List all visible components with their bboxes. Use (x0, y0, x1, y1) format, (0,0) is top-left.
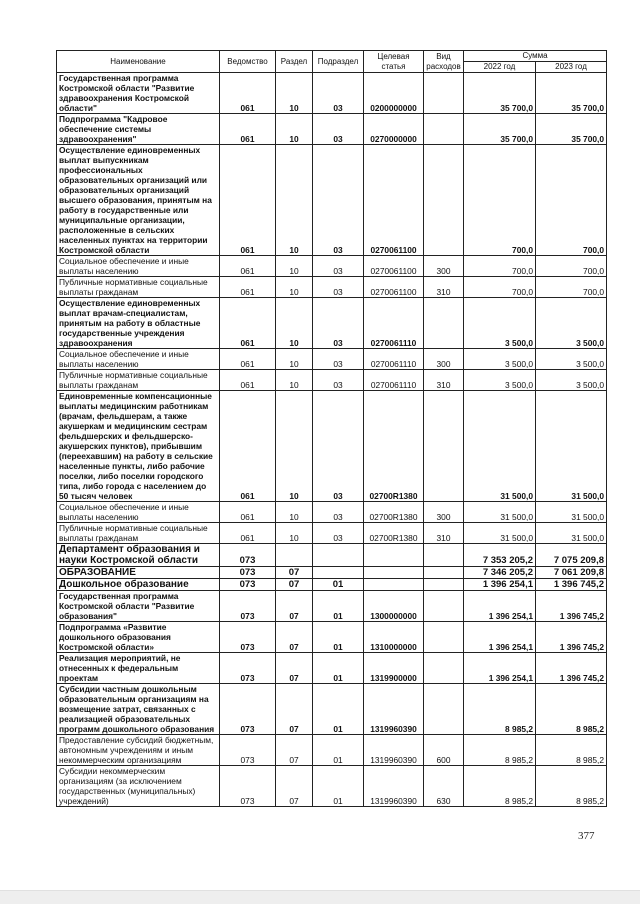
table-cell-2022: 7 346 205,2 (464, 567, 536, 579)
table-cell-exp-type (424, 684, 464, 735)
table-cell-exp-type (424, 579, 464, 591)
table-cell-2022: 31 500,0 (464, 523, 536, 544)
table-cell-target: 0270061100 (364, 277, 424, 298)
header-subsection: Подраздел (313, 51, 364, 73)
table-cell-section: 10 (276, 277, 313, 298)
table-cell-2023: 35 700,0 (536, 114, 607, 145)
table-cell-target: 0270061110 (364, 349, 424, 370)
table-cell-target: 02700R1380 (364, 523, 424, 544)
table-row (57, 502, 607, 523)
table-cell-dept: 061 (220, 349, 276, 370)
table-row (57, 653, 607, 684)
table-cell-subsection: 03 (313, 370, 364, 391)
table-cell-exp-type: 310 (424, 370, 464, 391)
header-name: Наименование (57, 51, 220, 73)
table-row (57, 766, 607, 807)
table-row (57, 370, 607, 391)
header-section: Раздел (276, 51, 313, 73)
table-cell-name: Реализация мероприятий, не отнесенных к федеральным проектам (57, 653, 220, 684)
table-cell-section (276, 544, 313, 567)
table-cell-name: Осуществление единовременных выплат выпускникам профессиональных образовательных организаций или образовательных организаций высшего образования, принятым на работу в государственные или муниципальные организации, расположенные в сельских населенных пунктах на территории Костромской области (57, 145, 220, 256)
table-cell-section: 10 (276, 391, 313, 502)
table-row (57, 579, 607, 591)
table-cell-subsection: 01 (313, 735, 364, 766)
table-row (57, 145, 607, 256)
table-cell-2023: 35 700,0 (536, 73, 607, 114)
table-cell-2023: 8 985,2 (536, 735, 607, 766)
table-cell-name: Публичные нормативные социальные выплаты гражданам (57, 277, 220, 298)
table-cell-target: 1319900000 (364, 653, 424, 684)
table-cell-exp-type: 600 (424, 735, 464, 766)
table-cell-name: Субсидии некоммерческим организациям (за исключением государственных (муниципальных) учреждений) (57, 766, 220, 807)
table-row (57, 523, 607, 544)
table-cell-exp-type (424, 544, 464, 567)
table-cell-section: 10 (276, 298, 313, 349)
table-cell-dept: 073 (220, 735, 276, 766)
table-cell-target: 0270000000 (364, 114, 424, 145)
table-cell-dept: 073 (220, 567, 276, 579)
table-row (57, 73, 607, 114)
table-cell-name: Социальное обеспечение и иные выплаты населению (57, 256, 220, 277)
table-cell-target: 0270061100 (364, 256, 424, 277)
table-cell-2022: 31 500,0 (464, 502, 536, 523)
table-cell-2022: 31 500,0 (464, 391, 536, 502)
table-cell-target: 1319960390 (364, 735, 424, 766)
table-cell-2023: 7 075 209,8 (536, 544, 607, 567)
table-cell-name: ОБРАЗОВАНИЕ (57, 567, 220, 579)
table-cell-section: 10 (276, 523, 313, 544)
table-cell-target: 1319960390 (364, 766, 424, 807)
table-cell-section: 10 (276, 114, 313, 145)
table-cell-2022: 8 985,2 (464, 684, 536, 735)
table-cell-exp-type (424, 653, 464, 684)
table-cell-section: 07 (276, 684, 313, 735)
table-row (57, 567, 607, 579)
table-cell-name: Подпрограмма «Развитие дошкольного образования Костромской области» (57, 622, 220, 653)
table-cell-section: 07 (276, 766, 313, 807)
table-cell-exp-type (424, 622, 464, 653)
table-cell-dept: 061 (220, 145, 276, 256)
table-cell-exp-type (424, 567, 464, 579)
table-cell-dept: 073 (220, 766, 276, 807)
table-cell-target (364, 579, 424, 591)
table-cell-name: Государственная программа Костромской области "Развитие образования" (57, 591, 220, 622)
table-cell-2023: 31 500,0 (536, 523, 607, 544)
scan-bottom-edge (0, 890, 640, 904)
table-cell-2022: 1 396 254,1 (464, 591, 536, 622)
table-cell-dept: 061 (220, 298, 276, 349)
table-cell-name: Государственная программа Костромской области "Развитие здравоохранения Костромской области" (57, 73, 220, 114)
header-year-2023: 2023 год (536, 62, 607, 73)
table-cell-dept: 061 (220, 502, 276, 523)
table-cell-2023: 1 396 745,2 (536, 653, 607, 684)
table-cell-section: 10 (276, 256, 313, 277)
table-cell-dept: 073 (220, 544, 276, 567)
table-cell-subsection: 01 (313, 622, 364, 653)
table-cell-dept: 073 (220, 579, 276, 591)
table-cell-2022: 7 353 205,2 (464, 544, 536, 567)
table-cell-2023: 7 061 209,8 (536, 567, 607, 579)
table-cell-2022: 1 396 254,1 (464, 622, 536, 653)
table-cell-2022: 1 396 254,1 (464, 579, 536, 591)
table-cell-2022: 700,0 (464, 277, 536, 298)
table-row (57, 544, 607, 567)
table-cell-2023: 1 396 745,2 (536, 579, 607, 591)
table-cell-subsection: 03 (313, 145, 364, 256)
table-row (57, 298, 607, 349)
table-cell-subsection: 03 (313, 277, 364, 298)
table-cell-name: Социальное обеспечение и иные выплаты населению (57, 349, 220, 370)
table-cell-subsection (313, 544, 364, 567)
table-cell-2023: 700,0 (536, 256, 607, 277)
table-cell-2023: 3 500,0 (536, 298, 607, 349)
table-cell-exp-type: 300 (424, 256, 464, 277)
table-cell-2022: 700,0 (464, 145, 536, 256)
table-cell-2023: 31 500,0 (536, 502, 607, 523)
table-cell-target: 1300000000 (364, 591, 424, 622)
header-sum: Сумма (464, 51, 607, 62)
table-cell-dept: 073 (220, 653, 276, 684)
table-cell-exp-type: 300 (424, 502, 464, 523)
table-cell-subsection: 03 (313, 298, 364, 349)
table-cell-exp-type (424, 73, 464, 114)
table-cell-name: Социальное обеспечение и иные выплаты населению (57, 502, 220, 523)
table-cell-target: 0270061110 (364, 370, 424, 391)
table-row (57, 391, 607, 502)
table-cell-subsection: 03 (313, 523, 364, 544)
table-cell-subsection: 01 (313, 684, 364, 735)
header-dept: Ведомство (220, 51, 276, 73)
table-cell-section: 07 (276, 653, 313, 684)
table-cell-2023: 1 396 745,2 (536, 591, 607, 622)
table-cell-exp-type (424, 591, 464, 622)
table-cell-dept: 073 (220, 622, 276, 653)
table-cell-2023: 8 985,2 (536, 684, 607, 735)
table-cell-subsection: 03 (313, 502, 364, 523)
header-year-2022: 2022 год (464, 62, 536, 73)
table-row (57, 622, 607, 653)
table-cell-section: 10 (276, 73, 313, 114)
table-row (57, 114, 607, 145)
table-cell-name: Дошкольное образование (57, 579, 220, 591)
table-row (57, 591, 607, 622)
table-cell-2022: 8 985,2 (464, 766, 536, 807)
table-cell-target: 0200000000 (364, 73, 424, 114)
table-cell-name: Публичные нормативные социальные выплаты гражданам (57, 370, 220, 391)
table-cell-subsection: 03 (313, 391, 364, 502)
table-cell-section: 07 (276, 579, 313, 591)
table-cell-name: Единовременные компенсационные выплаты медицинским работникам (врачам, фельдшерам, а также акушеркам и медицинским сестрам фельдшерских и фельдшерско-акушерских пунктов), прибывшим (переехавшим) на работу в сельские населенные пункты, либо рабочие поселки, либо поселки городского типа, либо города с населением до 50 тысяч человек (57, 391, 220, 502)
table-cell-section: 07 (276, 591, 313, 622)
table-cell-dept: 061 (220, 256, 276, 277)
table-cell-exp-type (424, 298, 464, 349)
table-cell-section: 07 (276, 735, 313, 766)
table-cell-dept: 073 (220, 591, 276, 622)
table-cell-subsection: 03 (313, 73, 364, 114)
table-cell-target: 0270061110 (364, 298, 424, 349)
table-cell-2022: 35 700,0 (464, 73, 536, 114)
table-cell-subsection: 01 (313, 653, 364, 684)
table-cell-name: Субсидии частным дошкольным образовательным организациям на возмещение затрат, связанных с реализацией образовательных программ дошкольного образования (57, 684, 220, 735)
table-row (57, 684, 607, 735)
table-cell-dept: 061 (220, 523, 276, 544)
table-cell-2023: 3 500,0 (536, 349, 607, 370)
table-cell-exp-type: 310 (424, 523, 464, 544)
table-cell-2022: 3 500,0 (464, 370, 536, 391)
table-cell-2023: 31 500,0 (536, 391, 607, 502)
header-target: Целевая статья (364, 51, 424, 73)
table-cell-dept: 061 (220, 114, 276, 145)
table-cell-2022: 3 500,0 (464, 298, 536, 349)
table-cell-subsection: 03 (313, 114, 364, 145)
table-cell-subsection: 03 (313, 349, 364, 370)
table-cell-2023: 8 985,2 (536, 766, 607, 807)
table-cell-2023: 1 396 745,2 (536, 622, 607, 653)
table-cell-name: Осуществление единовременных выплат врачам-специалистам, принятым на работу в областные государственные учреждения здравоохранения (57, 298, 220, 349)
table-cell-exp-type: 310 (424, 277, 464, 298)
table-cell-dept: 073 (220, 684, 276, 735)
table-header-row (57, 51, 607, 62)
table-cell-dept: 061 (220, 370, 276, 391)
table-cell-subsection: 01 (313, 591, 364, 622)
table-row (57, 256, 607, 277)
table-cell-subsection: 01 (313, 766, 364, 807)
table-cell-exp-type (424, 145, 464, 256)
table-cell-name: Публичные нормативные социальные выплаты гражданам (57, 523, 220, 544)
table-cell-section: 10 (276, 349, 313, 370)
table-cell-subsection: 03 (313, 256, 364, 277)
table-body (57, 73, 607, 807)
budget-table (56, 50, 607, 807)
table-cell-2023: 3 500,0 (536, 370, 607, 391)
table-cell-section: 10 (276, 370, 313, 391)
table-cell-section: 10 (276, 145, 313, 256)
table-cell-subsection (313, 567, 364, 579)
table-cell-target: 02700R1380 (364, 391, 424, 502)
table-cell-dept: 061 (220, 277, 276, 298)
header-exp-type: Вид расходов (424, 51, 464, 73)
table-cell-exp-type: 300 (424, 349, 464, 370)
table-cell-target (364, 567, 424, 579)
table-cell-section: 07 (276, 622, 313, 653)
table-row (57, 735, 607, 766)
table-row (57, 349, 607, 370)
table-cell-target: 02700R1380 (364, 502, 424, 523)
table-cell-2022: 700,0 (464, 256, 536, 277)
table-cell-target (364, 544, 424, 567)
table-cell-section: 10 (276, 502, 313, 523)
table-cell-2023: 700,0 (536, 277, 607, 298)
table-cell-exp-type (424, 391, 464, 502)
table-cell-2022: 8 985,2 (464, 735, 536, 766)
table-cell-section: 07 (276, 567, 313, 579)
page-number: 377 (578, 830, 595, 842)
table-cell-2023: 700,0 (536, 145, 607, 256)
table-cell-2022: 3 500,0 (464, 349, 536, 370)
table-row (57, 277, 607, 298)
table-cell-name: Предоставление субсидий бюджетным, автономным учреждениям и иным некоммерческим организациям (57, 735, 220, 766)
table-cell-2022: 35 700,0 (464, 114, 536, 145)
table-cell-target: 1319960390 (364, 684, 424, 735)
table-cell-exp-type (424, 114, 464, 145)
table-cell-exp-type: 630 (424, 766, 464, 807)
table-cell-2022: 1 396 254,1 (464, 653, 536, 684)
table-cell-subsection: 01 (313, 579, 364, 591)
table-cell-name: Подпрограмма "Кадровое обеспечение системы здравоохранения" (57, 114, 220, 145)
table-cell-dept: 061 (220, 391, 276, 502)
table-cell-target: 1310000000 (364, 622, 424, 653)
table-cell-name: Департамент образования и науки Костромской области (57, 544, 220, 567)
table-cell-target: 0270061100 (364, 145, 424, 256)
table-cell-dept: 061 (220, 73, 276, 114)
